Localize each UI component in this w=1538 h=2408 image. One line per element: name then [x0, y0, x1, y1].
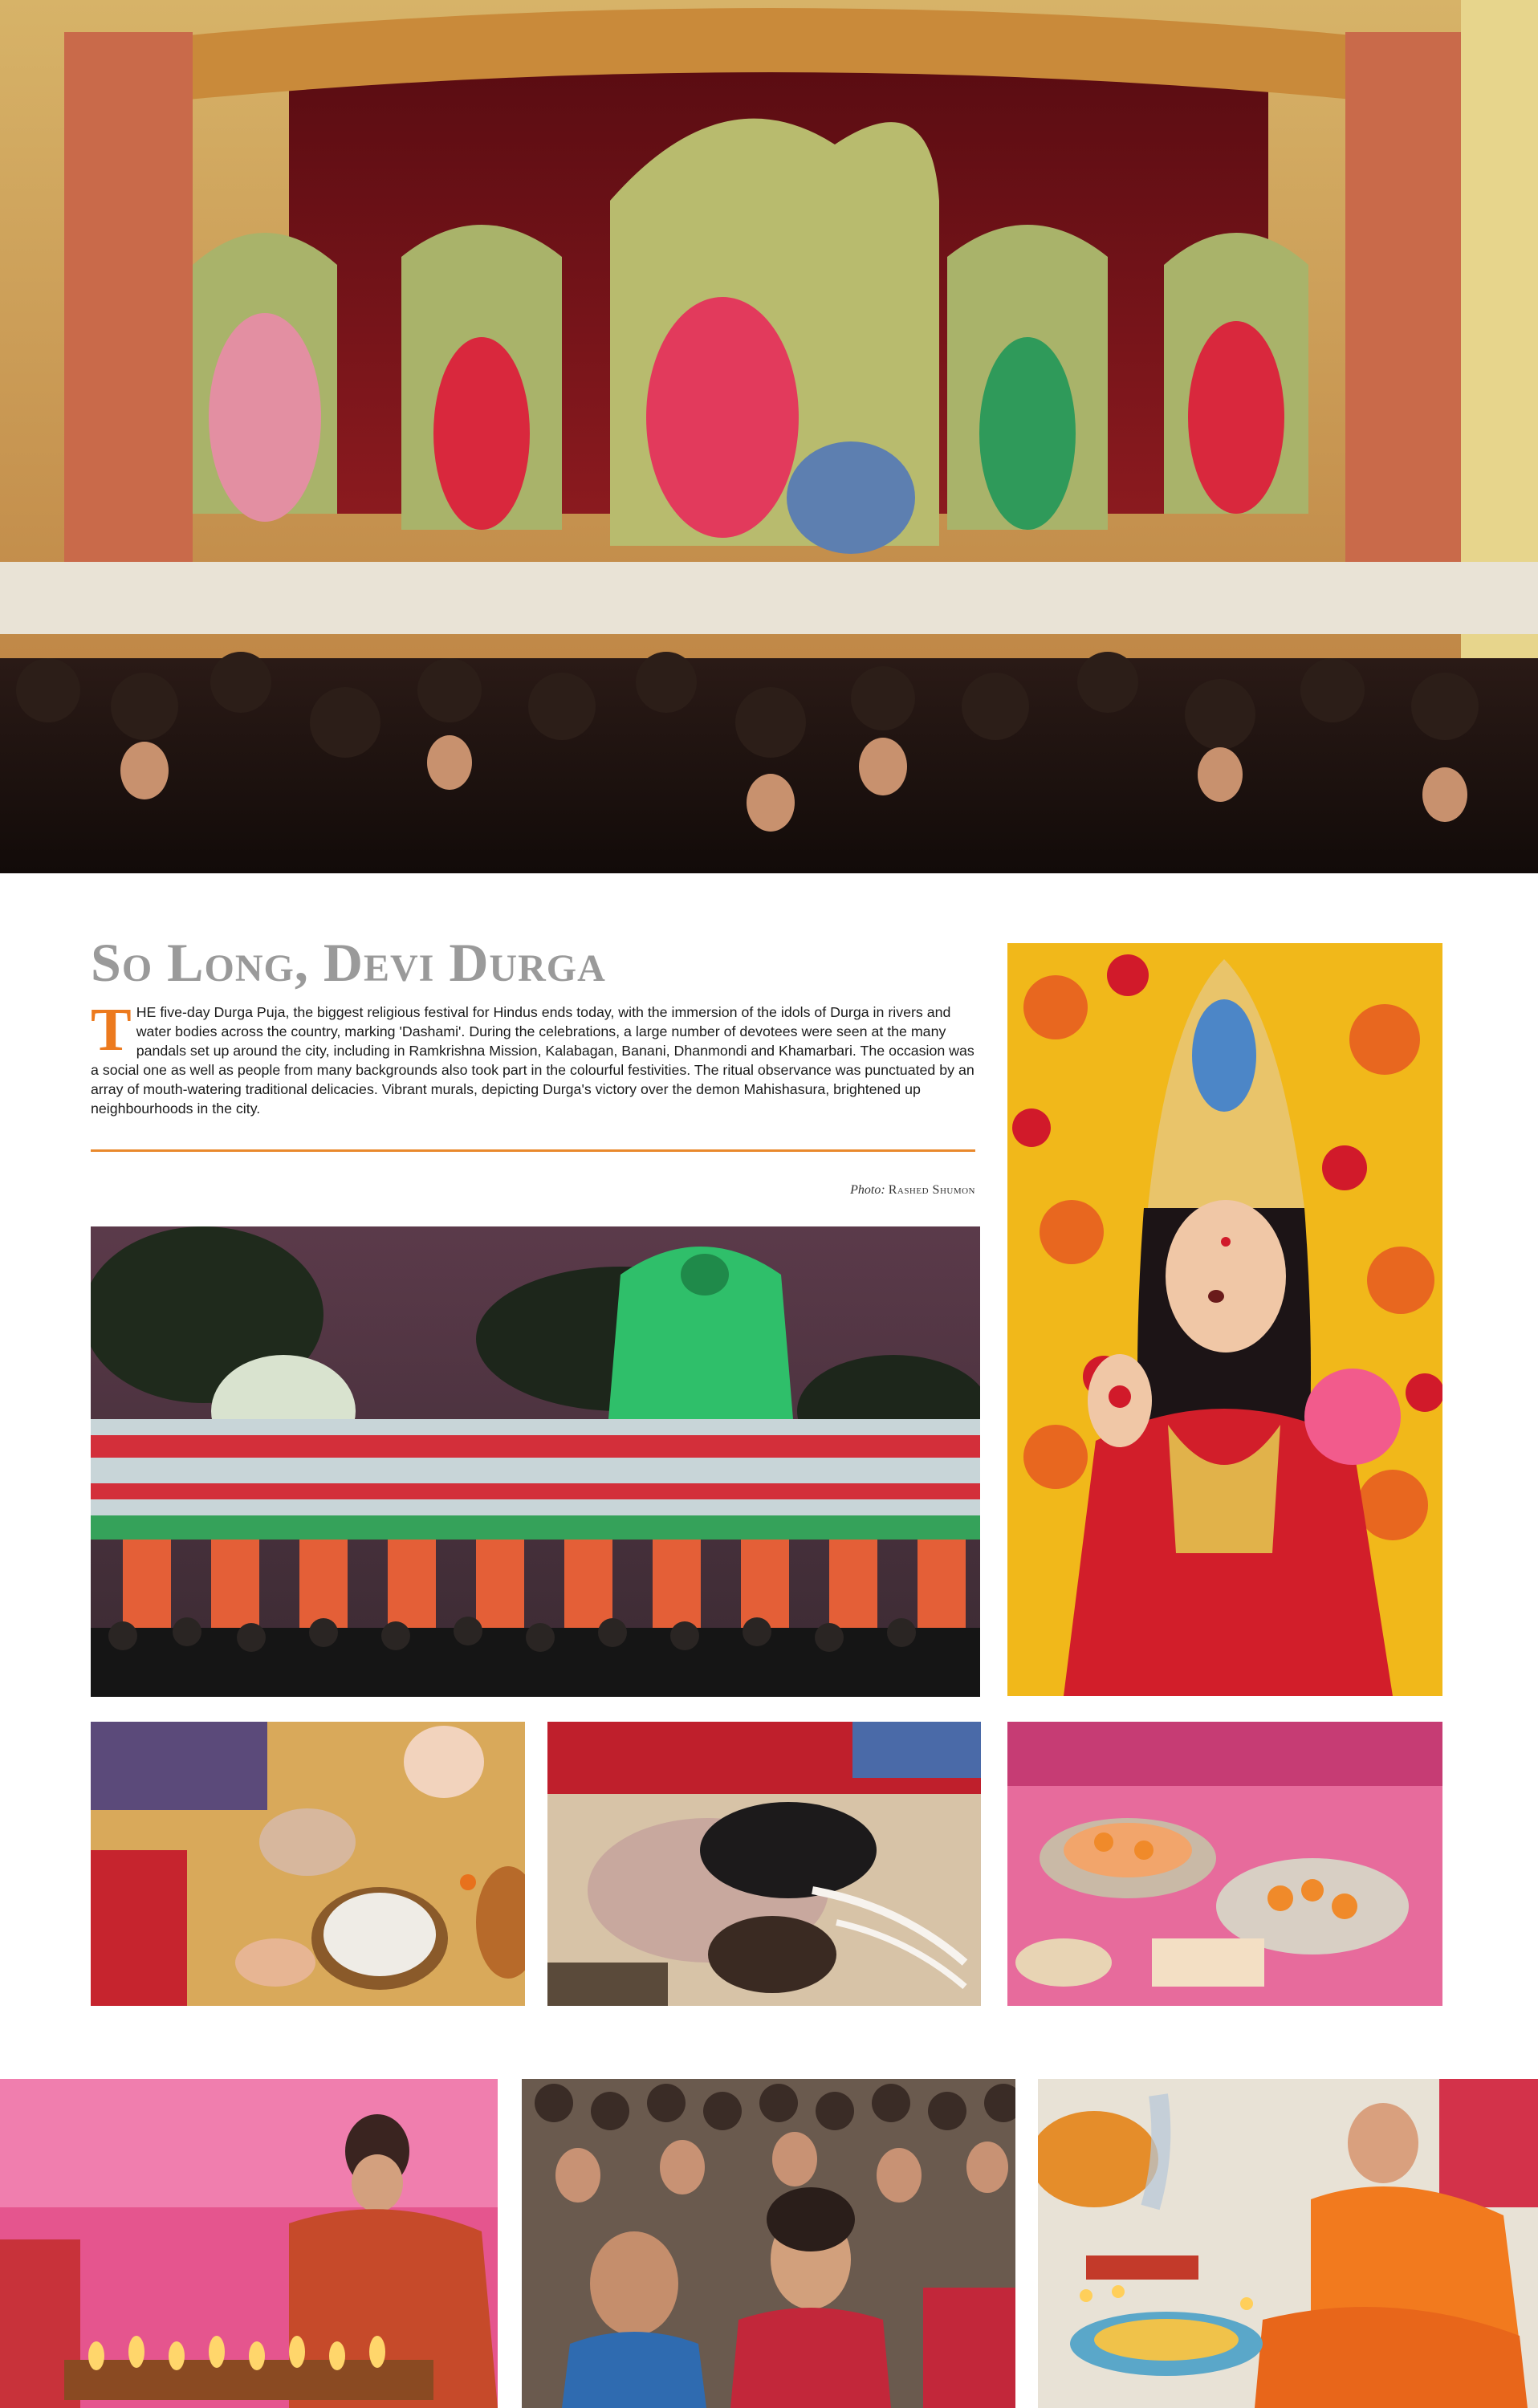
photo-girl-as-goddess [1007, 943, 1442, 1696]
article-body [91, 996, 975, 1118]
drop-cap: T [91, 996, 132, 1064]
article-title: So Long, Devi Durga [91, 932, 606, 993]
photo-credit-name: Rashed Shumon [888, 1183, 975, 1197]
photo-devotees-praying [522, 2079, 1015, 2408]
orange-divider [91, 1149, 975, 1152]
photo-devotees-bowing [547, 1722, 981, 2006]
photo-credit-label: Photo: [850, 1183, 885, 1197]
photo-credit [755, 1183, 975, 1198]
photo-puja-offerings [1007, 1722, 1442, 2006]
photo-ritual-hands [91, 1722, 525, 2006]
photo-illuminated-temple [91, 1226, 980, 1697]
photo-women-lighting-lamps [0, 2079, 498, 2408]
hero-photo-durga-pandal [0, 0, 1538, 873]
article-body-text: HE five-day Durga Puja, the biggest religious festival for Hindus ends today, with the immersion of the idols of Durga in rivers and water bodies across the country, marking 'Dashami'. During the celebrations, a large number of devotees were seen at the many pandals set up around the city, including in Ramkrishna Mission, Kalabagan, Banani, Dhanmondi and Khamarbari. The occasion was a social one as well as people from many backgrounds also took part in the colourful festivities. The ritual observance was punctuated by an array of mouth-watering traditional delicacies. Vibrant murals, depicting Durga's victory over the demon Mahishasura, brightened up neighbourhoods in the city. [91, 1004, 974, 1117]
photo-priest-ritual [1038, 2079, 1538, 2408]
